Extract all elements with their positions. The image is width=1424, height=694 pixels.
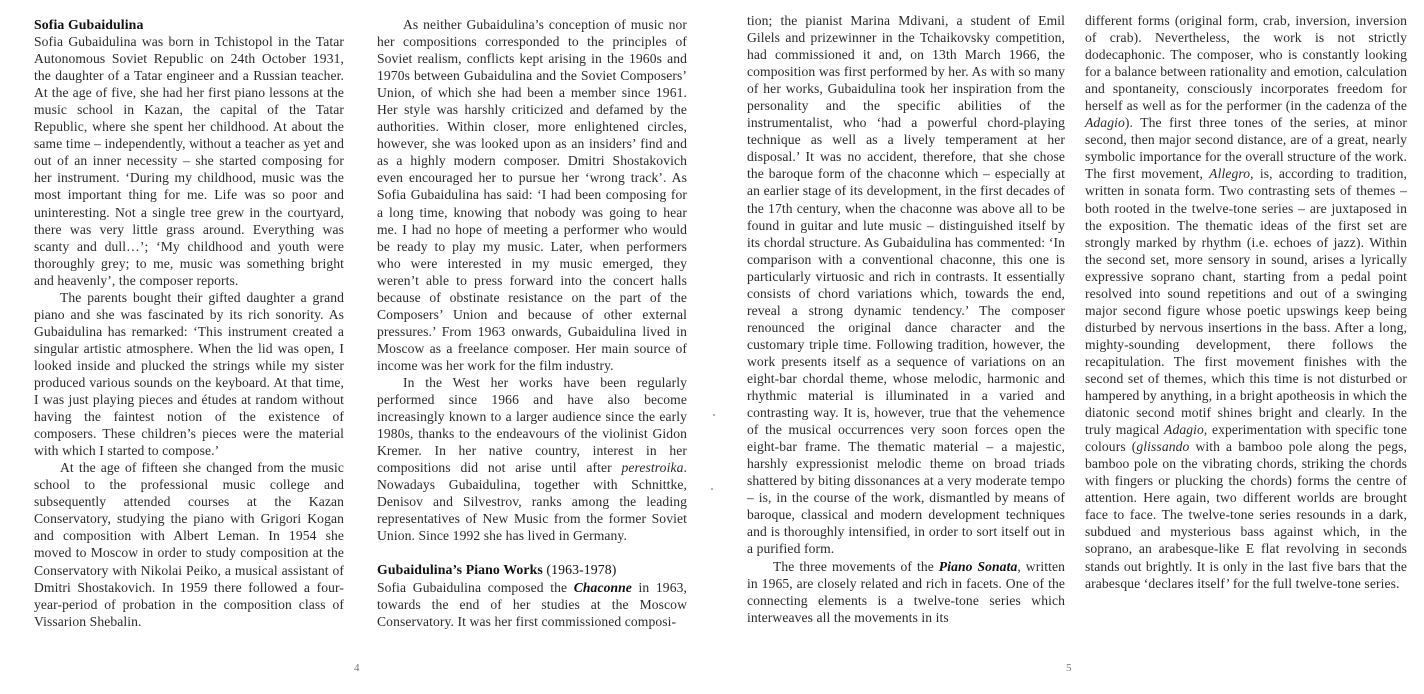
- paragraph: In the West her works have been regularly performed since 1966 and have also become increasingly known to a larger audience since the early 1980s, thanks to the endeavours of the violinist Gidon Kremer. In her native country, interest in her compositions did not arise until after perestroika. Nowadays Gubaidulina, together with Schnittke, Denisov and Silvestrov, ranks among the leading representatives of New Music from the former Soviet Union. Since 1992 she has lived in Germany.: [377, 374, 687, 544]
- section-heading-piano-works: Gubaidulina’s Piano Works (1963-1978): [377, 562, 617, 578]
- paragraph: Sofia Gubaidulina composed the Chaconne in 1963, towards the end of her studies at the Moscow Conservatory. It was her first commissioned composi-: [377, 579, 687, 629]
- column-2: [377, 16, 687, 630]
- emphasis-adagio: Adagio: [1164, 422, 1204, 438]
- column-3: [747, 12, 1065, 626]
- work-title-piano-sonata: Piano Sonata: [938, 558, 1018, 574]
- paragraph: tion; the pianist Marina Mdivani, a student of Emil Gilels and prizewinner in the Tchaikovsky competition, had commissioned it and, on 13th March 1966, the composition was first performed by her. As with so many of her works, Gubaidulina took her inspiration from the personality and the specific abilities of the instrumentalist, who ‘had a powerful chord-playing technique as well as a lively temperament at her disposal.’ It was no accident, therefore, that she chose the baroque form of the chaconne which – especially at an earlier stage of its development, in the first decades of the 17th century, when the chaconne was above all to be found in guitar and lute music – distinguished itself by its chordal structure. As Gubaidulina has commented: ‘In comparison with a conventional chaconne, this one is particularly virtuosic and rich in contrasts. It essentially consists of chord variations which, towards the end, reveal a strong dynamic tendency.’ The composer renounced the original dance character and the customary triple time. Following tradition, however, the work presents itself as a sequence of variations on an eight-bar chordal theme, whose melodic, harmonic and rhythmic material is illuminated in a varied and contrasting way. It is, however, true that the vehemence of the musical occurrences very soon forces open the eight-bar frame. The thematic material – a majestic, harshly expressionist melodic theme on broad triads shattered by biting dissonances at a very moderate tempo – is, in the course of the work, dismantled by means of baroque, classical and modern development techniques and is thoroughly intensified, in order to sort itself out in a purified form.: [747, 13, 1065, 557]
- column-1: [34, 16, 344, 630]
- paragraph: The three movements of the Piano Sonata, written in 1965, are closely related and rich in facets. One of the connecting elements is a twelve-tone series which interweaves all the movements in its: [747, 558, 1065, 625]
- paragraph: At the age of fifteen she changed from the music school to the professional music college and subsequently attended courses at the Kazan Conservatory, studying the piano with Grigori Kogan and composition with Albert Leman. In 1954 she moved to Moscow in order to study composition at the Conservatory with Nikolai Peiko, a musical assistant of Dmitri Shostakovich. In 1959 there followed a four-year-period of probation in the composition class of Vissarion Shebalin.: [34, 460, 344, 629]
- emphasis-adagio: Adagio: [1085, 115, 1125, 131]
- gutter-speck: [713, 414, 715, 416]
- paragraph: different forms (original form, crab, inversion, inversion of crab). Nevertheless, the work is not strictly dodecaphonic. The composer, who is constantly looking for a balance between rationality and emotion, calculation and spontaneity, consciously incorporates freedom for herself as well as for the performer (in the cadenza of the Adagio). The first three tones of the series, at minor second, then major second distance, are of a great, nearly symbolic importance for the overall structure of the work. The first movement, Allegro, is, according to tradition, written in sonata form. Two contrasting sets of themes – both rooted in the twelve-tone series – are juxtaposed in the exposition. The thematic ideas of the first set are strongly marked by rhythm (i.e. echoes of jazz). Within the second set, more sensory in sound, arises a lyrically expressive soprano chant, starting from a pedal point resolved into sound repetitions and out of a swinging major second figure whose poetic upswings keep being disturbed by nervous insertions in the bass. After a long, mighty-sounding development, there follows the recapitulation. The first movement finishes with the second set of themes, which this time is not disturbed or hampered by anything, in a bright apotheosis in which the diatonic second motif shines bright and clearly. In the truly magical Adagio, experimentation with specific tone colours (glissando with a bamboo pole along the pegs, bamboo pole on the vibrating chords, striking the chords with fingers or plucking the chords) forms the centre of attention. Here again, two different worlds are brought face to face. The twelve-tone series resounds in a dark, subdued and mysterious bass against which, in the soprano, an arabesque-like E flat revolving in seconds stands out brightly. It is only in the last five bars that the arabesque ‘declares itself’ for the full twelve-tone series.: [1085, 13, 1408, 591]
- page-number: 5: [1066, 662, 1072, 674]
- column-4: [1085, 12, 1407, 592]
- paragraph: As neither Gubaidulina’s conception of music nor her compositions corresponded to the principles of Soviet realism, conflicts kept arising in the 1960s and 1970s between Gubaidulina and the Soviet Composers’ Union, of which she had been a member since 1961. Her style was harshly criticized and defamed by the authorities. Within closer, more enlightened circles, however, she was looked upon as an insiders’ find and as a highly modern composer. Dmitri Shostakovich even encouraged her to pursue her ‘wrong track’. As Sofia Gubaidulina has said: ‘I had been composing for a long time, knowing that nobody was going to hear me. I had no hope of meeting a performer who would be ready to play my music. Later, when performers who were interested in my music emerged, they weren’t able to press forward into the concert halls because of obstinate resistance on the part of the Composers’ Union and because of other external pressures.’ From 1963 onwards, Gubaidulina lived in Moscow as a freelance composer. Her main source of income was her work for the film industry.: [377, 17, 687, 373]
- emphasis-glissando: glissando: [1136, 439, 1190, 455]
- heading-years: (1963-1978): [542, 562, 617, 578]
- paragraph: Sofia Gubaidulina was born in Tchistopol in the Tatar Autonomous Soviet Republic on 24th October 1931, the daughter of a Tatar engineer and a Russian teacher. At the age of five, she had her first piano lessons at the music school in Kazan, the capital of the Tatar Republic, where she spent her childhood. At about the same time – independently, without a teacher as yet and out of an inner necessity – she started composing for her instrument. ‘During my childhood, music was the most important thing for me. Life was so poor and uninteresting. Not a single tree grew in the courtyard, there was very little grass around. Everything was scanty and dull…’; ‘My childhood and youth were thoroughly grey; to me, music was something bright and heavenly’, the composer reports.: [34, 34, 344, 288]
- paragraph: The parents bought their gifted daughter a grand piano and she was fascinated by its rich sonority. As Gubaidulina has remarked: ‘This instrument created a singular artistic atmosphere. When the lid was open, I looked inside and plucked the strings while my sister produced various sounds on the keyboard. At that time, I was just playing pieces and études at random without having the faintest notion of the existence of composers. These children’s pieces were the material with which I started to compose.’: [34, 289, 344, 459]
- work-title-chaconne: Chaconne: [573, 579, 632, 595]
- section-heading-biography: Sofia Gubaidulina: [34, 17, 144, 32]
- page-number: 4: [354, 662, 360, 674]
- gutter-speck: [711, 488, 713, 490]
- emphasis-perestroika: perestroika: [621, 460, 684, 476]
- emphasis-allegro: Allegro: [1209, 166, 1251, 182]
